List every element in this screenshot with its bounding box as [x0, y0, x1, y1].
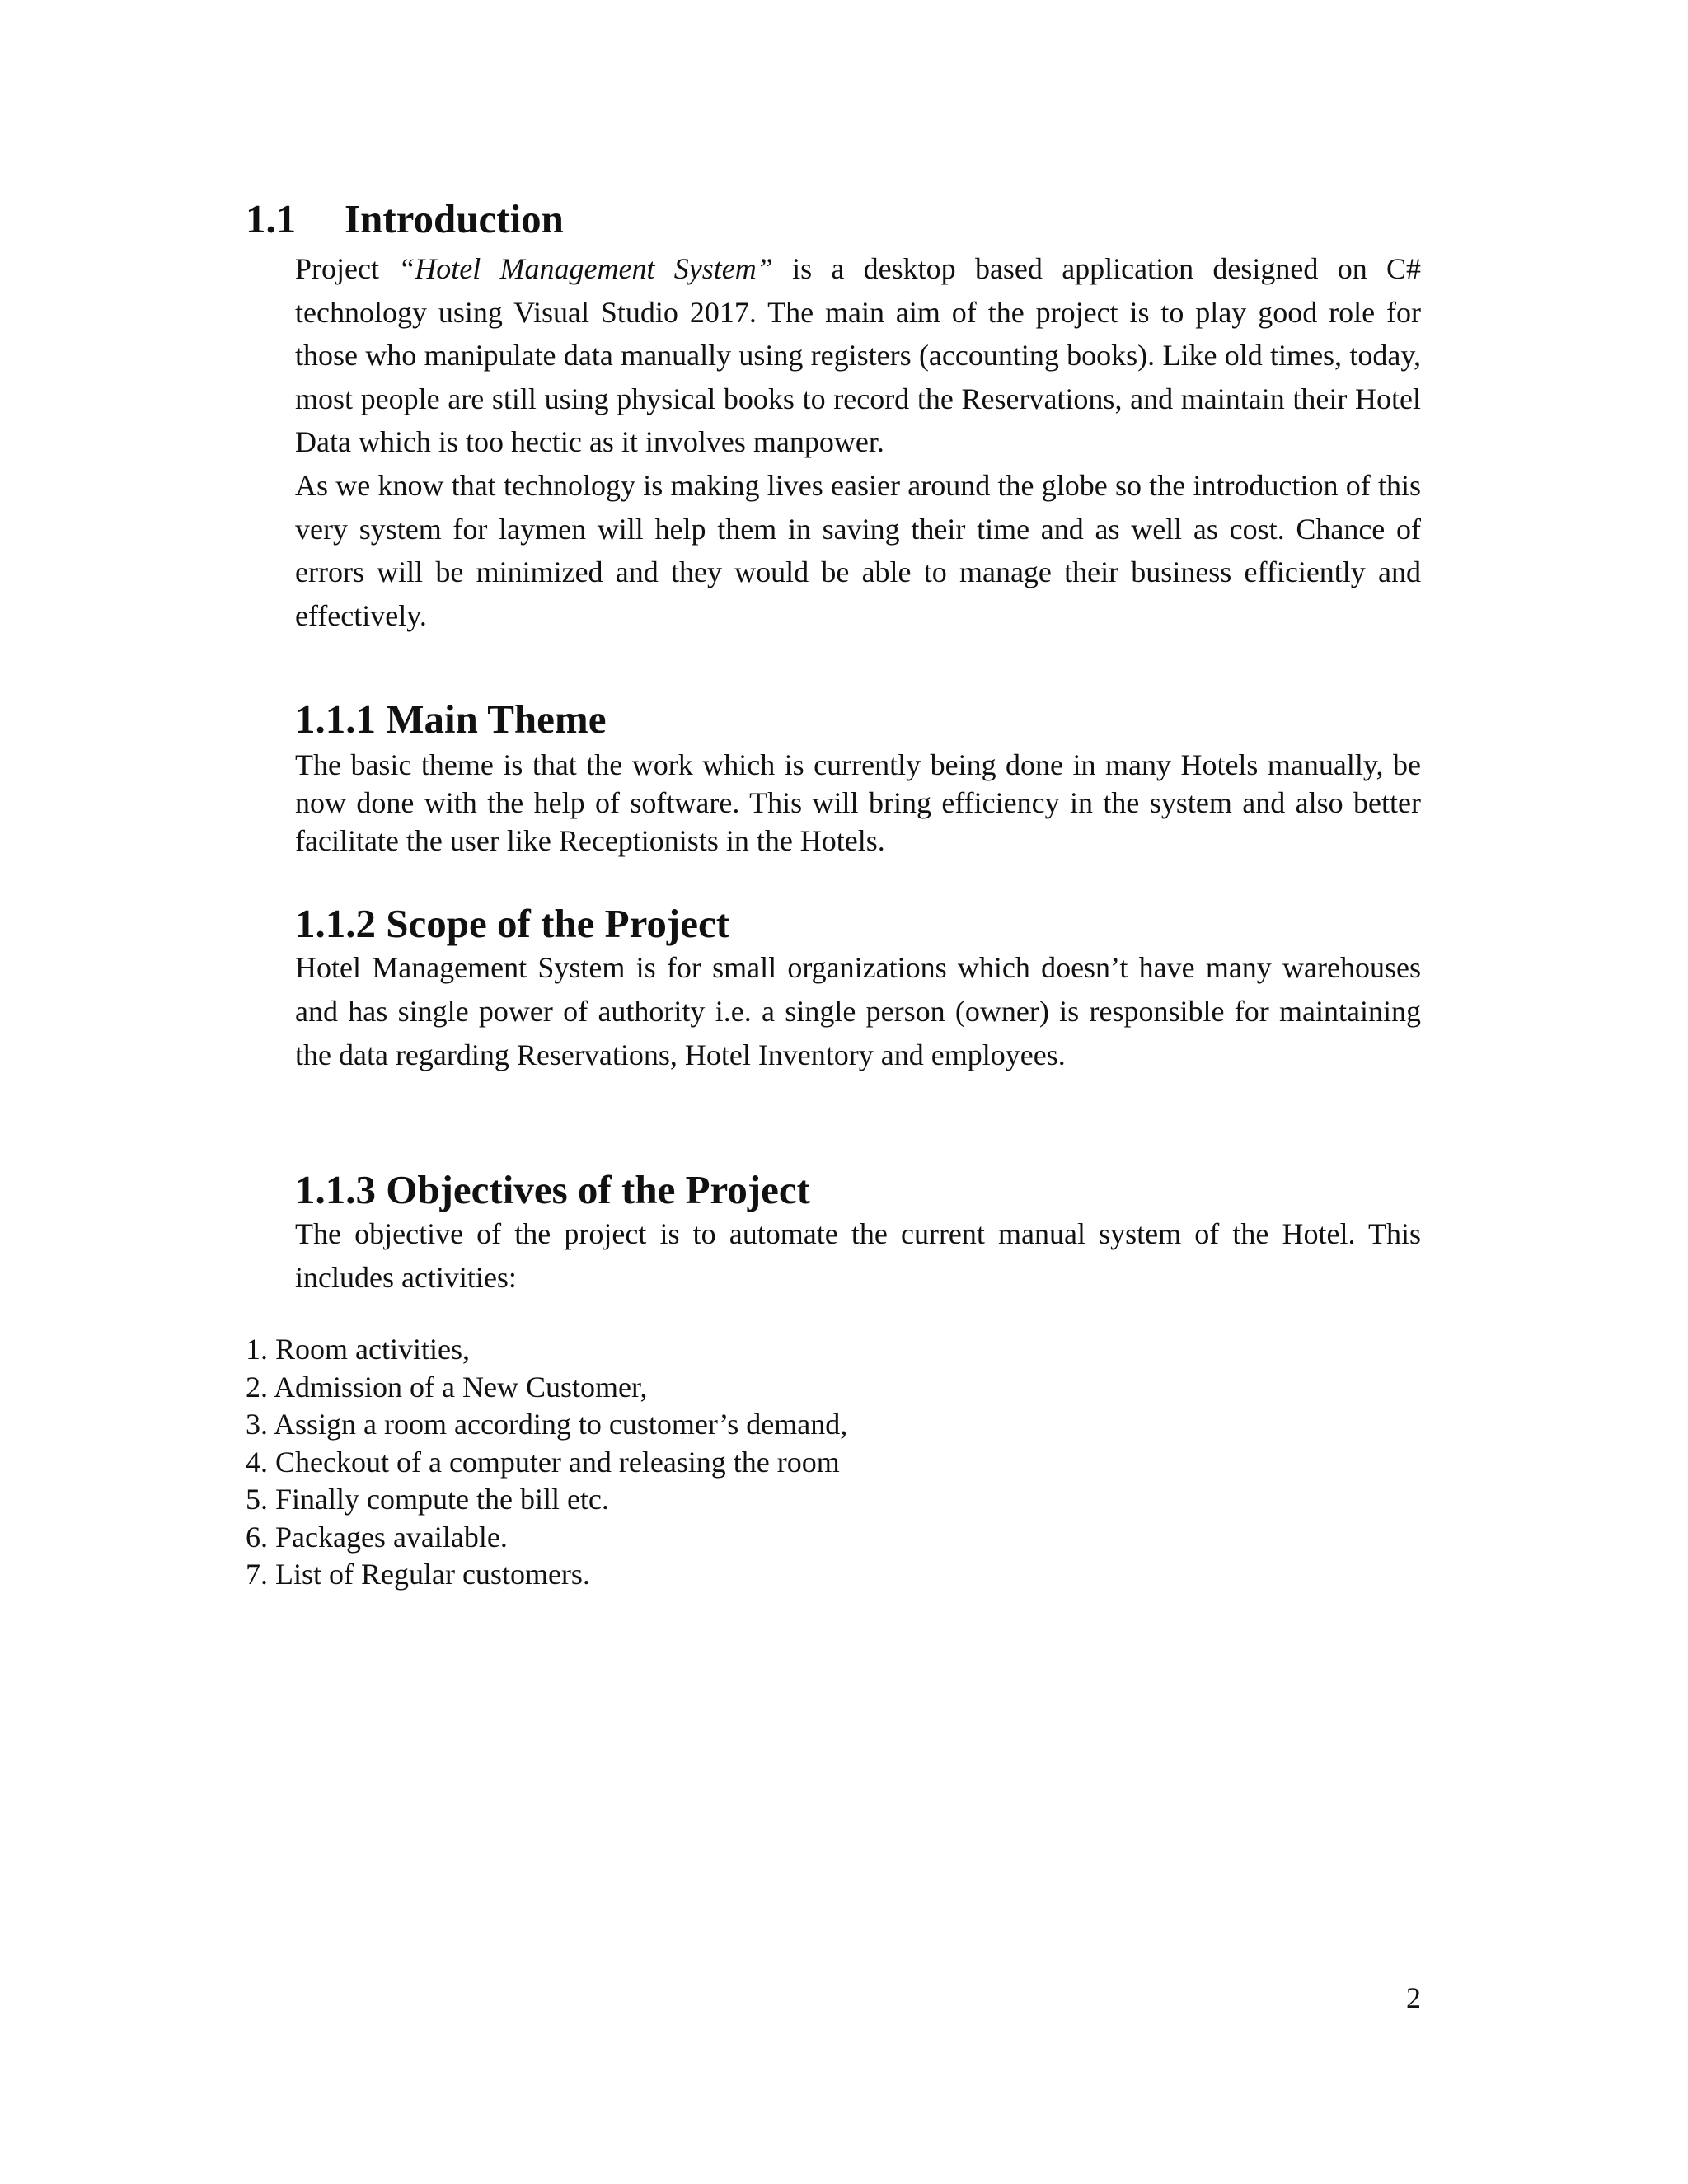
section-heading-scope: 1.1.2 Scope of the Project	[295, 901, 730, 946]
main-theme-paragraph: The basic theme is that the work which is currently being done in many Hotels manually, be now done with the help of software. This will bring efficiency in the system and also better facilitate the user like Receptionists in the Hotels.	[295, 748, 1421, 857]
list-item: 4. Checkout of a computer and releasing the room	[246, 1445, 840, 1479]
objectives-list	[246, 1331, 847, 1594]
section-heading-introduction	[246, 194, 564, 244]
page-number: 2	[1406, 1981, 1421, 2014]
list-item: 7. List of Regular customers.	[246, 1558, 590, 1591]
intro-paragraph-1: Project “Hotel Management System” is a desktop based application designed on C# technology using Visual Studio 2017. The main aim of the project is to play good role for those who manipulate data manually using registers (accounting books). Like old times, today, most people are still using physical books to record the Reservations, and maintain their Hotel Data which is too hectic as it involves manpower.	[295, 252, 1421, 458]
objectives-paragraph: The objective of the project is to automate the current manual system of the Hotel. This includes activities:	[295, 1217, 1421, 1294]
section-heading-main-theme: 1.1.1 Main Theme	[295, 696, 607, 742]
scope-paragraph: Hotel Management System is for small organizations which doesn’t have many warehouses and has single power of authority i.e. a single person (owner) is responsible for maintaining the data regarding Reservations, Hotel Inventory and employees.	[295, 951, 1421, 1071]
list-item: 1. Room activities,	[246, 1333, 470, 1366]
list-item: 5. Finally compute the bill etc.	[246, 1483, 609, 1516]
list-item: 6. Packages available.	[246, 1520, 508, 1554]
section-heading-objectives: 1.1.3 Objectives of the Project	[295, 1167, 810, 1212]
section-number: 1.1	[246, 196, 297, 241]
list-item: 3. Assign a room according to customer’s demand,	[246, 1408, 848, 1441]
project-name: “Hotel Management System”	[398, 252, 773, 285]
list-item: 2. Admission of a New Customer,	[246, 1370, 648, 1404]
section-title: Introduction	[345, 196, 564, 241]
intro-paragraph-2: As we know that technology is making lives easier around the globe so the introduction of this very system for laymen will help them in saving their time and as well as cost. Chance of errors will be minimized and they would be able to manage their business efficiently and effectively.	[295, 469, 1421, 632]
